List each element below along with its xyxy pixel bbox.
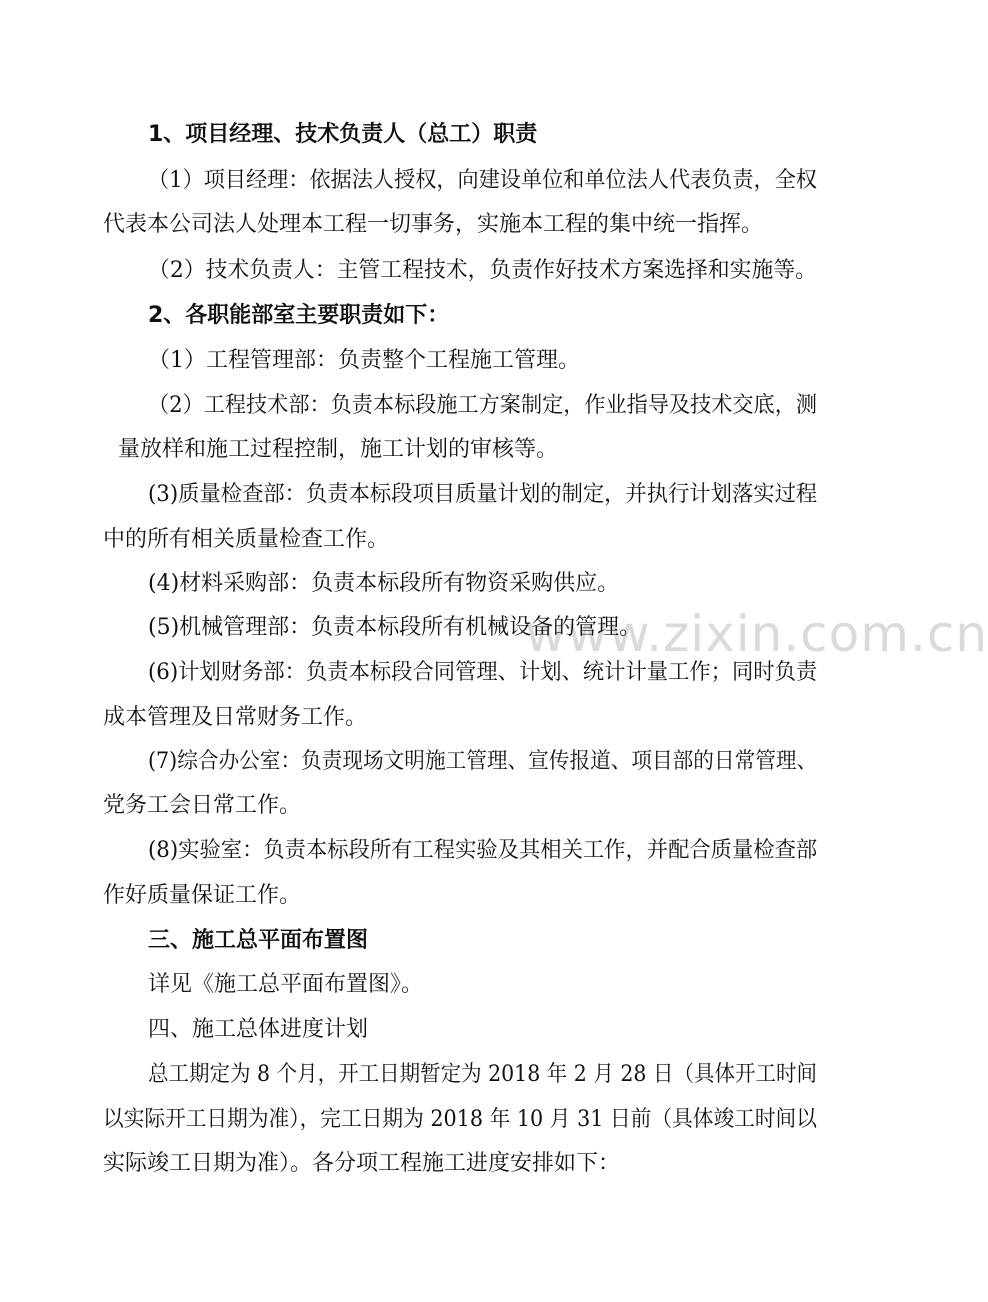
heading-4: 四、施工总体进度计划 (148, 1017, 369, 1042)
paragraph-line: (6)计划财务部：负责本标段合同管理、计划、统计计量工作；同时负责 (148, 660, 818, 685)
paragraph-line: （2）技术负责人：主管工程技术，负责作好技术方案选择和实施等。 (148, 258, 818, 283)
paragraph-line: 作好质量保证工作。 (103, 883, 302, 908)
heading-1: 1、项目经理、技术负责人（总工）职责 (148, 122, 538, 147)
heading-2: 2、各职能部室主要职责如下： (148, 303, 450, 328)
paragraph-line: 代表本公司法人处理本工程一切事务，实施本工程的集中统一指挥。 (103, 212, 764, 237)
paragraph-line: 详见《施工总平面布置图》。 (148, 972, 424, 997)
paragraph-line: 总工期定为 8 个月，开工日期暂定为 2018 年 2 月 28 日（具体开工时间 (148, 1062, 817, 1087)
paragraph-line: 以实际开工日期为准），完工日期为 2018 年 10 月 31 日前（具体竣工时间以 (103, 1107, 817, 1132)
paragraph-line: （2）工程技术部：负责本标段施工方案制定，作业指导及技术交底，测 (148, 393, 817, 418)
paragraph-line: (3)质量检查部：负责本标段项目质量计划的制定，并执行计划落实过程 (148, 482, 818, 507)
watermark: www.zixin.com.cn (525, 605, 988, 663)
paragraph-line: 中的所有相关质量检查工作。 (103, 527, 390, 552)
paragraph-line: (7)综合办公室：负责现场文明施工管理、宣传报道、项目部的日常管理、 (148, 749, 818, 774)
paragraph-line: 成本管理及日常财务工作。 (103, 705, 368, 730)
paragraph-line: (5)机械管理部：负责本标段所有机械设备的管理。 (148, 615, 642, 640)
paragraph-line: （1）项目经理：依据法人授权，向建设单位和单位法人代表负责，全权 (148, 168, 817, 193)
paragraph-line: (4)材料采购部：负责本标段所有物资采购供应。 (148, 571, 620, 596)
paragraph-line: 量放样和施工过程控制，施工计划的审核等。 (118, 437, 559, 462)
paragraph-line: 实际竣工日期为准）。各分项工程施工进度安排如下： (103, 1151, 621, 1176)
paragraph-line: (8)实验室：负责本标段所有工程实验及其相关工作，并配合质量检查部 (148, 838, 818, 863)
heading-3: 三、施工总平面布置图 (148, 928, 369, 953)
paragraph-line: 党务工会日常工作。 (103, 793, 302, 818)
paragraph-line: （1）工程管理部：负责整个工程施工管理。 (148, 348, 580, 373)
